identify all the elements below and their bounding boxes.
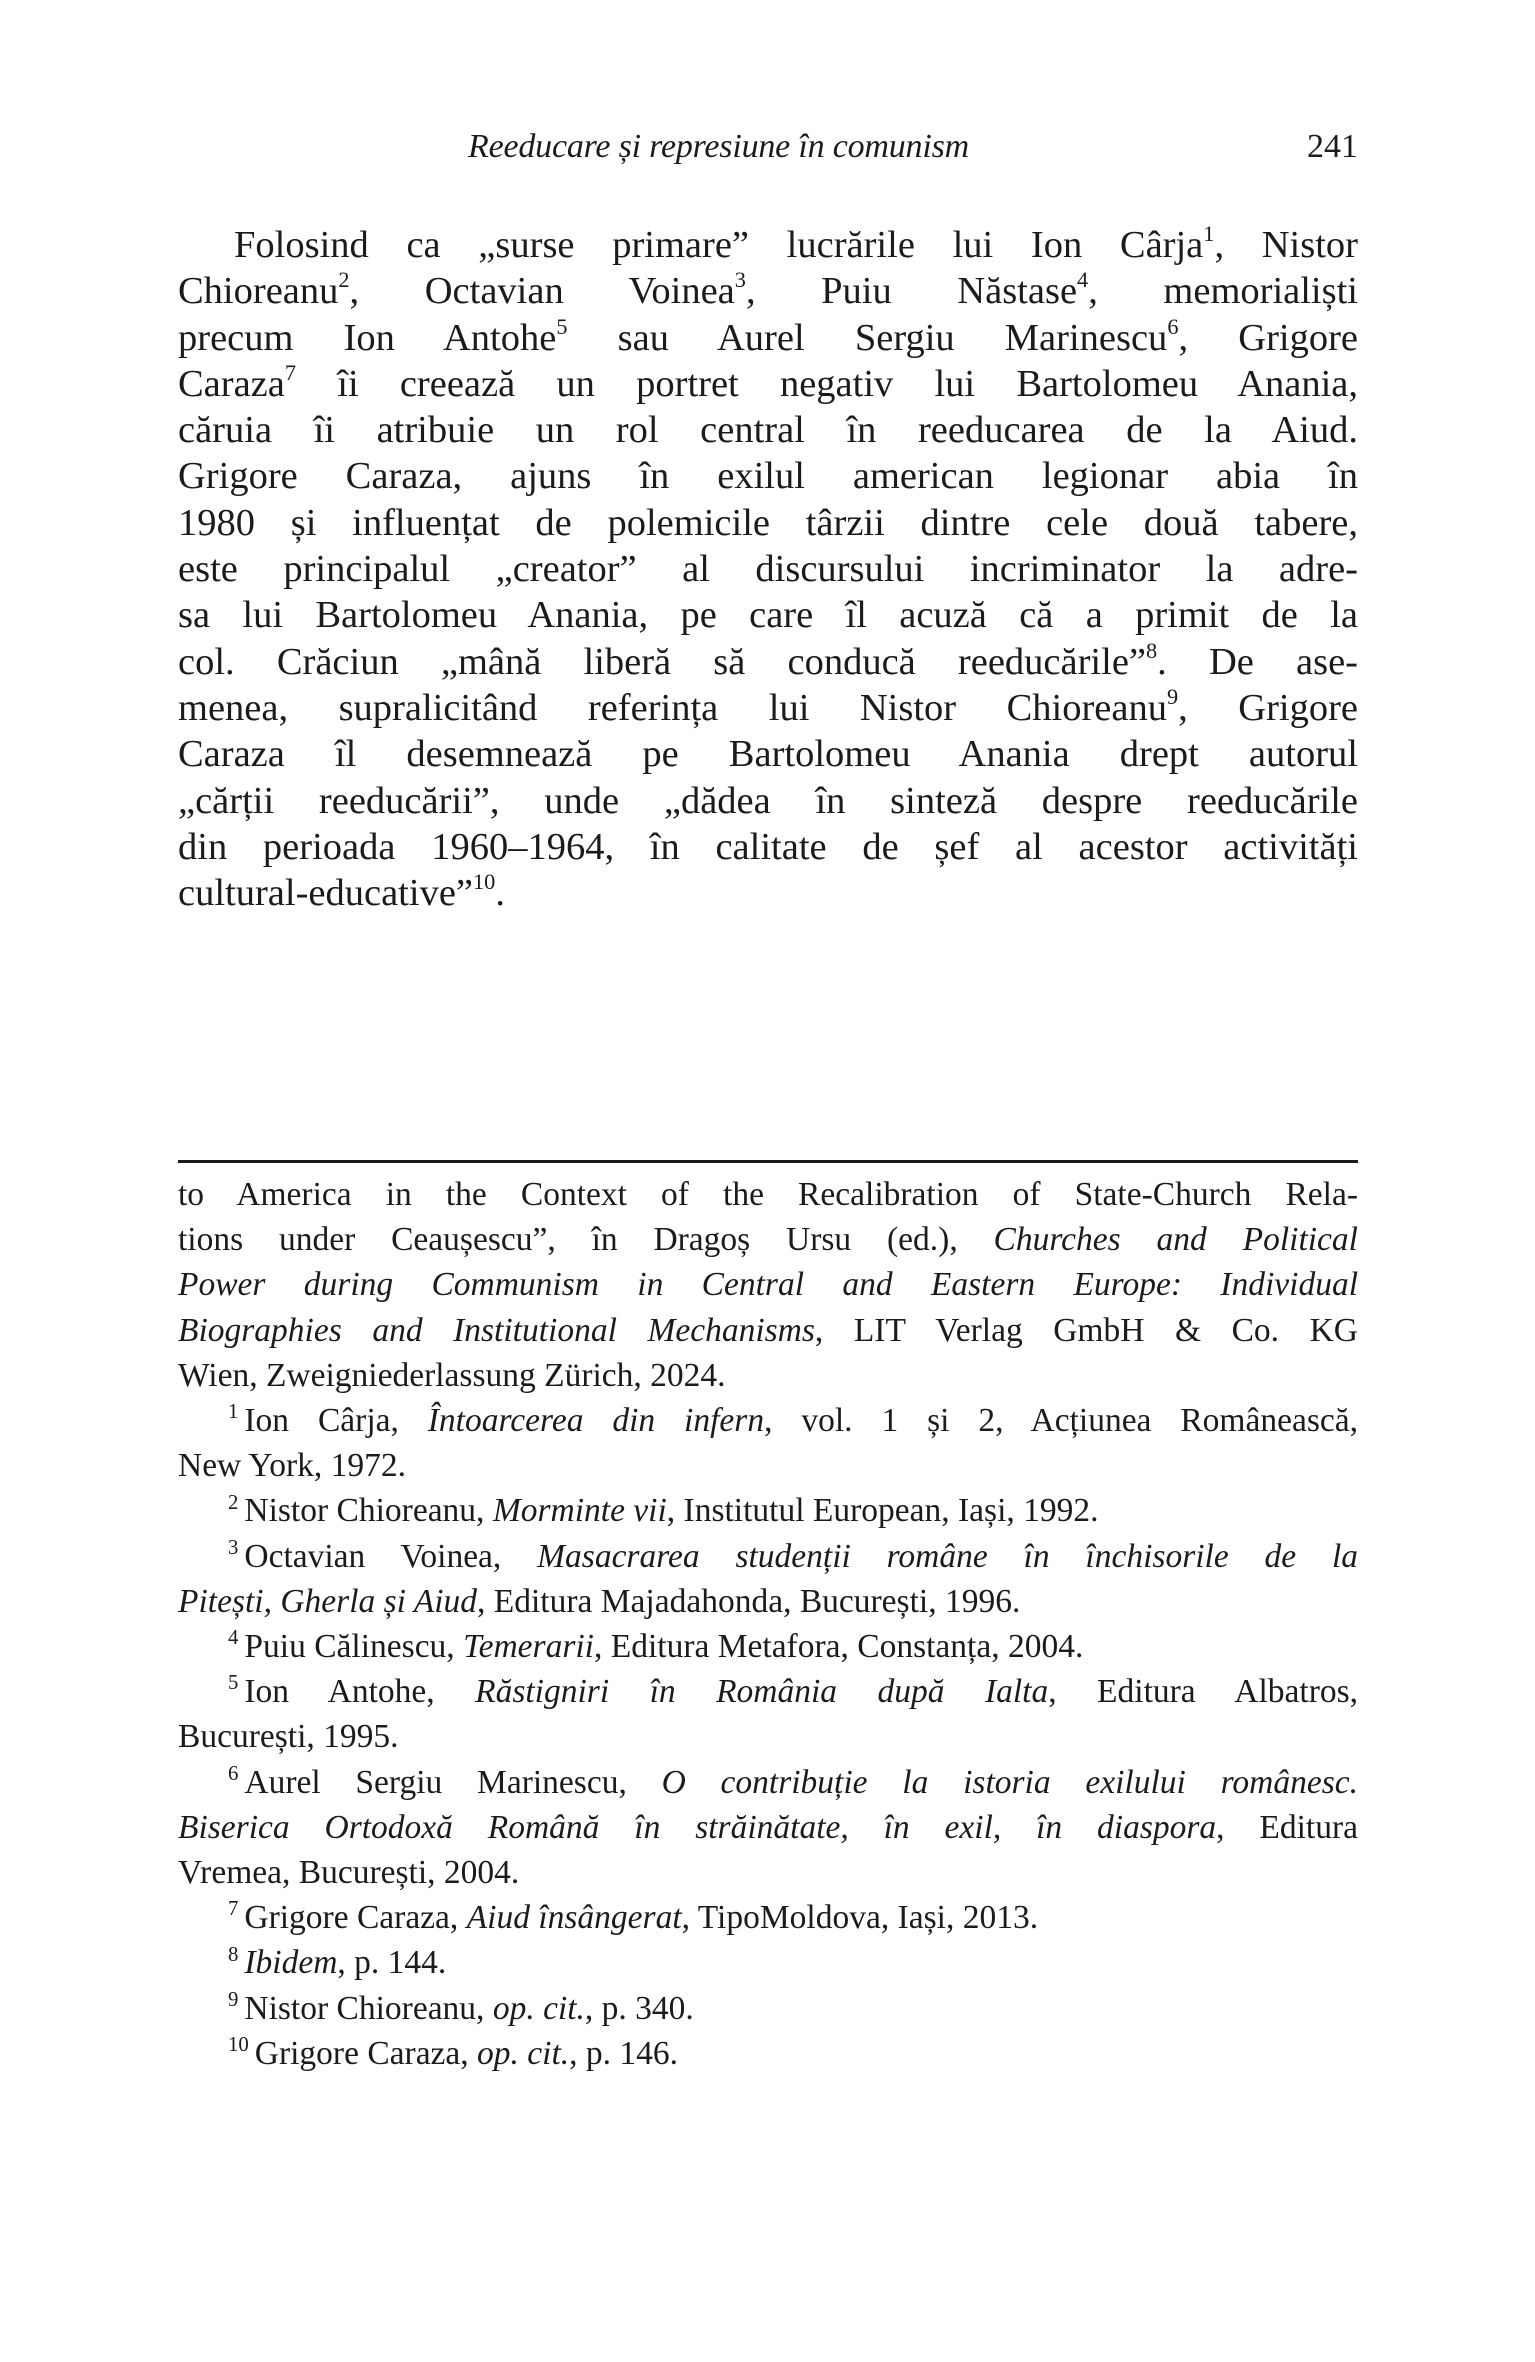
text-run: menea, supralicitând referința lui Nistor Chioreanu	[178, 686, 1167, 729]
text-run: Caraza îl desemnează pe Bartolomeu Anania drept autorul	[178, 733, 1358, 776]
footnote-reference[interactable]: 9	[1167, 683, 1179, 709]
body-line	[178, 731, 1358, 777]
footnote-reference[interactable]: 4	[1077, 267, 1089, 293]
text-run: „cărții reeducării”, unde „dădea în sinteză despre reeducările	[178, 779, 1358, 822]
footnote	[178, 2031, 1358, 2076]
footnote-line	[178, 1760, 1358, 1805]
footnote	[178, 1488, 1358, 1533]
footnote-separator-rule	[178, 1160, 1358, 1163]
italic-title-text: Masacrarea studenții române în închisorile de la	[537, 1537, 1359, 1575]
footnote-reference[interactable]: 7	[284, 359, 297, 385]
body-line	[178, 361, 1358, 407]
footnote-line	[178, 1262, 1358, 1307]
footnote	[178, 1760, 1358, 1896]
body-line	[178, 778, 1358, 824]
footnote-reference[interactable]: 1	[1203, 220, 1215, 246]
italic-title-text: op. cit.	[492, 1989, 585, 2027]
footnote-line	[178, 1895, 1358, 1940]
text-run: Folosind ca „surse primare” lucrările lui Ion Cârja	[234, 224, 1204, 266]
text-run: , Editura Majadahonda, București, 1996.	[477, 1582, 1021, 1620]
footnote-number: 1	[228, 1400, 239, 1424]
running-header	[178, 122, 1358, 172]
text-run: Puiu Călinescu,	[244, 1628, 464, 1666]
body-line	[178, 268, 1358, 314]
footnote-number: 10	[228, 2032, 249, 2056]
text-run: cultural-educative”	[178, 872, 473, 915]
text-run: Nistor Chioreanu,	[244, 1492, 493, 1530]
footnotes-section	[178, 1172, 1358, 2076]
footnote	[178, 1669, 1358, 1759]
text-run: 1980 și influențat de polemicile târzii dintre cele două tabere,	[178, 501, 1358, 544]
footnote-line	[178, 1624, 1358, 1669]
body-line	[178, 453, 1358, 499]
footnote-line	[178, 2031, 1358, 2076]
text-run: , p. 144.	[337, 1944, 447, 1982]
text-run: sa lui Bartolomeu Anania, pe care îl acuză că a primit de la	[178, 594, 1358, 637]
text-run: tions under Ceaușescu”, în Dragoș Ursu (ed.),	[178, 1221, 994, 1259]
text-run: Grigore Caraza,	[254, 2034, 478, 2072]
italic-title-text: Churches and Political	[993, 1221, 1358, 1259]
footnote-line	[178, 1488, 1358, 1533]
running-title: Reeducare și represiune în comunism	[468, 128, 969, 165]
text-run: , vol. 1 și 2, Acțiunea Românească,	[764, 1402, 1358, 1440]
footnote-line	[178, 1172, 1358, 1217]
footnote-line	[178, 1714, 1358, 1759]
footnote	[178, 1624, 1358, 1669]
text-run: col. Crăciun „mână liberă să conducă reeducările”	[178, 640, 1146, 683]
text-run: , Puiu Năstase	[745, 270, 1078, 313]
footnote-line	[178, 1353, 1358, 1398]
footnote-line	[178, 1443, 1358, 1488]
italic-title-text: Pitești, Gherla și Aiud	[178, 1582, 478, 1620]
italic-title-text: O contribuție la istoria exilului românesc.	[661, 1763, 1358, 1801]
text-run: , Editura Metafora, Constanța, 2004.	[594, 1628, 1084, 1666]
footnote	[178, 1398, 1358, 1488]
footnote-line	[178, 1940, 1358, 1985]
text-run: Grigore Caraza, ajuns în exilul american legionar abia în	[178, 455, 1358, 498]
footnote-continuation	[178, 1172, 1358, 1398]
text-run: , TipoMoldova, Iași, 2013.	[681, 1899, 1039, 1937]
paragraph	[178, 222, 1358, 916]
text-run: căruia îi atribuie un rol central în reeducarea de la Aiud.	[178, 409, 1358, 452]
footnote-line	[178, 1805, 1358, 1850]
body-line	[178, 592, 1358, 638]
footnote-number: 3	[228, 1535, 239, 1559]
body-line	[178, 870, 1358, 916]
text-run: , Grigore	[1178, 316, 1358, 359]
footnote-reference[interactable]: 6	[1167, 313, 1179, 339]
footnote	[178, 1986, 1358, 2031]
italic-title-text: Morminte vii	[492, 1492, 667, 1530]
text-run: Aurel Sergiu Marinescu,	[244, 1763, 662, 1801]
text-run: Grigore Caraza,	[244, 1899, 467, 1937]
text-run: . De ase-	[1157, 640, 1358, 683]
footnote-line	[178, 1398, 1358, 1443]
footnote	[178, 1534, 1358, 1624]
italic-title-text: Power during Communism in Central and Eastern Europe: Individual	[178, 1266, 1358, 1304]
text-run: Nistor Chioreanu,	[244, 1989, 493, 2027]
text-run: Vremea, București, 2004.	[178, 1854, 520, 1892]
footnote-line	[178, 1579, 1358, 1624]
footnote-number: 4	[228, 1626, 239, 1650]
text-run: București, 1995.	[178, 1718, 399, 1756]
footnote-number: 9	[228, 1987, 239, 2011]
italic-title-text: Ibidem	[244, 1944, 338, 1982]
text-run: to America in the Context of the Recalibration of State-Church Rela-	[178, 1176, 1358, 1213]
text-run: îi creează un portret negativ lui Bartolomeu Anania,	[296, 362, 1358, 405]
footnote-number: 8	[228, 1942, 239, 1966]
text-run: , Editura	[1216, 1808, 1358, 1846]
body-line	[178, 500, 1358, 546]
footnote-number: 7	[228, 1897, 239, 1921]
footnote-line	[178, 1669, 1358, 1714]
body-line	[178, 685, 1358, 731]
text-run: , Institutul European, Iași, 1992.	[666, 1492, 1099, 1530]
body-line	[178, 315, 1358, 361]
page-number: 241	[1307, 128, 1358, 165]
text-run: Ion Cârja,	[244, 1402, 428, 1440]
text-run: , LIT Verlag GmbH & Co. KG	[814, 1311, 1358, 1349]
footnote-number: 2	[228, 1490, 239, 1514]
footnote-line	[178, 1308, 1358, 1353]
text-run: Chioreanu	[178, 270, 339, 313]
footnote-number: 6	[228, 1761, 239, 1785]
footnote-line	[178, 1850, 1358, 1895]
body-line	[178, 222, 1358, 268]
text-run: , p. 340.	[584, 1989, 694, 2027]
italic-title-text: op. cit.	[477, 2034, 570, 2072]
text-run: .	[495, 872, 505, 915]
text-run: Ion Antohe,	[244, 1673, 476, 1711]
text-run: Caraza	[178, 362, 285, 405]
footnote-reference[interactable]: 10	[473, 869, 496, 895]
italic-title-text: Temerarii	[463, 1628, 594, 1666]
italic-title-text: Răstigniri în România după Ialta	[475, 1673, 1049, 1711]
footnote-line	[178, 1986, 1358, 2031]
footnote-reference[interactable]: 2	[338, 267, 350, 293]
footnote-line	[178, 1534, 1358, 1579]
footnote-number: 5	[228, 1671, 239, 1695]
footnote-reference[interactable]: 3	[734, 267, 746, 293]
text-run: , Octavian Voinea	[349, 270, 735, 313]
text-run: , Editura Albatros,	[1048, 1673, 1359, 1711]
italic-title-text: Aiud însângerat	[466, 1899, 682, 1937]
italic-title-text: Întoarcerea din infern	[427, 1402, 765, 1440]
body-line	[178, 824, 1358, 870]
body-line	[178, 407, 1358, 453]
text-run: , p. 146.	[569, 2034, 679, 2072]
text-run: sau Aurel Sergiu Marinescu	[567, 316, 1168, 359]
footnote-reference[interactable]: 8	[1146, 637, 1158, 663]
text-run: New York, 1972.	[178, 1447, 407, 1485]
text-run: , Nistor	[1214, 224, 1359, 266]
footnote	[178, 1940, 1358, 1985]
text-run: este principalul „creator” al discursului incriminator la adre-	[178, 548, 1358, 591]
text-run: Wien, Zweigniederlassung Zürich, 2024.	[178, 1356, 726, 1394]
body-line	[178, 546, 1358, 592]
text-run: , Grigore	[1178, 686, 1359, 729]
body-line	[178, 639, 1358, 685]
footnote	[178, 1895, 1358, 1940]
body-paragraph	[178, 222, 1358, 916]
text-run: Octavian Voinea,	[244, 1537, 538, 1575]
italic-title-text: Biserica Ortodoxă Română în străinătate, în exil, în diaspora	[178, 1808, 1217, 1846]
text-run: , memorialiști	[1088, 270, 1359, 313]
italic-title-text: Biographies and Institutional Mechanisms	[178, 1311, 815, 1349]
text-run: precum Ion Antohe	[178, 316, 557, 359]
footnote-line	[178, 1217, 1358, 1262]
text-run: din perioada 1960–1964, în calitate de șef al acestor activități	[178, 825, 1358, 868]
footnote-reference[interactable]: 5	[556, 313, 568, 339]
